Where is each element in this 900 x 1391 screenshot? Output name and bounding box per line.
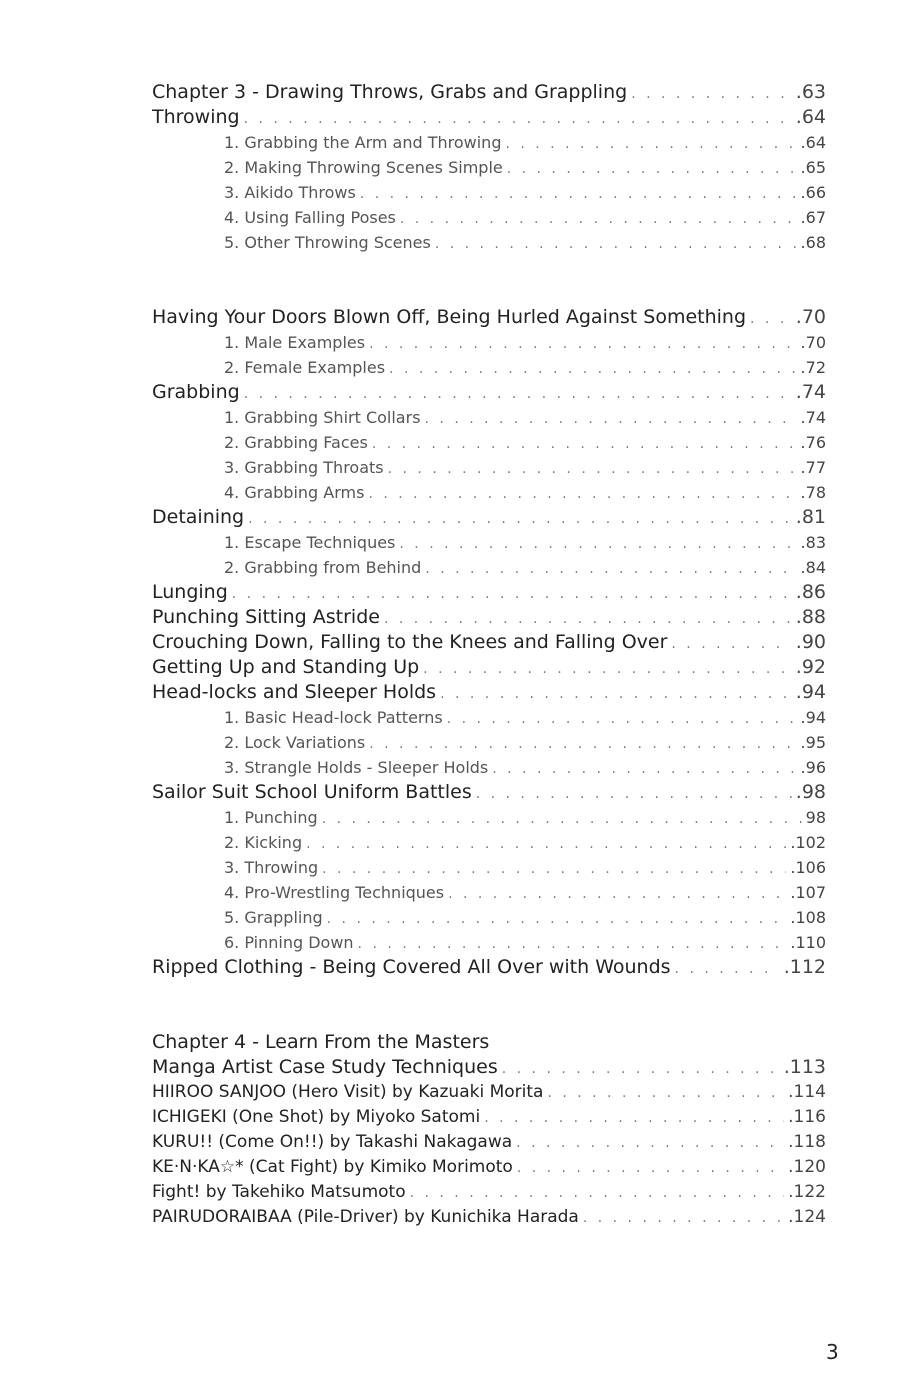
toc-entry-page: .83	[800, 533, 826, 552]
toc-entry-title: 1. Male Examples	[224, 333, 366, 352]
toc-entry[interactable]	[152, 455, 826, 480]
toc-entry-title: KURU!! (Come On!!) by Takashi Nakagawa	[152, 1132, 513, 1152]
dot-leader	[369, 332, 796, 355]
toc-entry-title: 1. Grabbing the Arm and Throwing	[224, 133, 502, 152]
toc-entry-page: .70	[795, 306, 826, 328]
toc-entry-page: .77	[800, 458, 826, 477]
toc-entry[interactable]	[152, 655, 826, 680]
toc-entry[interactable]	[152, 1105, 826, 1130]
toc-entry-page: .120	[788, 1157, 826, 1177]
toc-entry[interactable]	[152, 880, 826, 905]
dot-leader	[232, 582, 792, 605]
toc-entry[interactable]	[152, 230, 826, 255]
toc-entry[interactable]	[152, 205, 826, 230]
toc-entry-title: PAIRUDORAIBAA (Pile-Driver) by Kunichika Harada	[152, 1207, 579, 1227]
toc-entry-title: 2. Kicking	[224, 833, 303, 852]
dot-leader	[244, 107, 792, 130]
toc-entry-title: 2. Making Throwing Scenes Simple	[224, 158, 503, 177]
toc-entry-page: .88	[795, 606, 826, 628]
dot-leader	[306, 832, 786, 855]
toc-entry-page: .108	[790, 908, 826, 927]
toc-entry-page: 98	[805, 808, 826, 827]
toc-entry-title: 4. Pro-Wrestling Techniques	[224, 883, 445, 902]
toc-entry-page: .66	[800, 183, 826, 202]
toc-entry-page: .92	[795, 656, 826, 678]
toc-entry[interactable]	[152, 1205, 826, 1230]
dot-leader	[440, 682, 792, 705]
dot-leader	[484, 1106, 784, 1130]
dot-leader	[389, 357, 797, 380]
toc-section	[152, 1030, 826, 1230]
toc-entry-page: .94	[800, 708, 826, 727]
toc-entry-title: ICHIGEKI (One Shot) by Miyoko Satomi	[152, 1107, 481, 1127]
toc-entry-page: .110	[790, 933, 826, 952]
toc-entry-page: .74	[795, 381, 826, 403]
toc-entry-title: HIIROO SANJOO (Hero Visit) by Kazuaki Morita	[152, 1082, 544, 1102]
toc-entry-title: Manga Artist Case Study Techniques	[152, 1056, 498, 1078]
toc-entry-page: .118	[788, 1132, 826, 1152]
dot-leader	[372, 432, 797, 455]
toc-entry[interactable]	[152, 905, 826, 930]
toc-entry[interactable]	[152, 355, 826, 380]
toc-entry[interactable]	[152, 730, 826, 755]
toc-entry-title: 3. Aikido Throws	[224, 183, 356, 202]
toc-entry-title: 3. Strangle Holds - Sleeper Holds	[224, 758, 489, 777]
dot-leader	[448, 882, 786, 905]
toc-entry-title: Throwing	[152, 106, 240, 128]
dot-leader	[322, 857, 786, 880]
toc-entry[interactable]	[152, 130, 826, 155]
dot-leader	[410, 1181, 785, 1205]
dot-leader	[516, 1131, 784, 1155]
dot-leader	[399, 532, 796, 555]
toc-entry-page: .64	[800, 133, 826, 152]
dot-leader	[244, 382, 792, 405]
dot-leader	[384, 607, 792, 630]
toc-entry[interactable]	[152, 1055, 826, 1080]
page-number: 3	[826, 1340, 839, 1364]
toc-entry-page: .86	[795, 581, 826, 603]
toc-entry-title: Fight! by Takehiko Matsumoto	[152, 1182, 406, 1202]
dot-leader	[400, 207, 797, 230]
dot-leader	[368, 482, 796, 505]
dot-leader	[583, 1206, 784, 1230]
toc-entry-title: 6. Pinning Down	[224, 933, 354, 952]
toc-entry-page: .102	[790, 833, 826, 852]
toc-entry-page: .67	[800, 208, 826, 227]
dot-leader	[425, 407, 797, 430]
dot-leader	[435, 232, 797, 255]
dot-leader	[423, 657, 792, 680]
dot-leader	[631, 82, 792, 105]
toc-entry[interactable]	[152, 305, 826, 330]
dot-leader	[517, 1156, 784, 1180]
toc-entry-page: .124	[788, 1207, 826, 1227]
toc-entry-page: .84	[800, 558, 826, 577]
toc-entry-page: .90	[795, 631, 826, 653]
dot-leader	[492, 757, 796, 780]
toc-entry-title: 2. Lock Variations	[224, 733, 366, 752]
dot-leader	[388, 457, 797, 480]
section-gap	[152, 980, 826, 1030]
toc-entry-title: 1. Grabbing Shirt Collars	[224, 408, 421, 427]
toc-entry-page: .107	[790, 883, 826, 902]
toc-entry-page: .74	[800, 408, 826, 427]
toc-entry-title: 2. Grabbing from Behind	[224, 558, 422, 577]
dot-leader	[322, 807, 802, 830]
toc-entry-page: .72	[800, 358, 826, 377]
dot-leader	[507, 157, 797, 180]
dot-leader	[502, 1057, 780, 1080]
section-gap	[152, 255, 826, 305]
toc-entry[interactable]	[152, 530, 826, 555]
toc-entry[interactable]	[152, 780, 826, 805]
dot-leader	[505, 132, 796, 155]
toc-entry[interactable]	[152, 430, 826, 455]
toc-entry-title: 4. Using Falling Poses	[224, 208, 396, 227]
toc-section	[152, 80, 826, 255]
toc-entry-title: Detaining	[152, 506, 245, 528]
toc-entry[interactable]	[152, 1080, 826, 1105]
dot-leader	[476, 782, 792, 805]
toc-entry-title: Punching Sitting Astride	[152, 606, 380, 628]
toc-entry[interactable]	[152, 755, 826, 780]
toc-entry-title: 5. Grappling	[224, 908, 323, 927]
toc-entry[interactable]	[152, 705, 826, 730]
toc-entry-page: .76	[800, 433, 826, 452]
toc-entry-title: 3. Throwing	[224, 858, 319, 877]
toc-entry[interactable]	[152, 405, 826, 430]
toc-entry-title: 3. Grabbing Throats	[224, 458, 384, 477]
toc-entry[interactable]	[152, 680, 826, 705]
toc-entry[interactable]	[152, 180, 826, 205]
dot-leader	[425, 557, 796, 580]
toc-section	[152, 305, 826, 980]
toc-entry-page: .70	[800, 333, 826, 352]
dot-leader	[369, 732, 796, 755]
dot-leader	[675, 957, 780, 980]
dot-leader	[750, 307, 792, 330]
toc-entry-page: .95	[800, 733, 826, 752]
toc-entry-page: .94	[795, 681, 826, 703]
toc-entry-title: 4. Grabbing Arms	[224, 483, 365, 502]
toc-entry-page: .81	[795, 506, 826, 528]
toc-entry[interactable]	[152, 555, 826, 580]
toc-entry-title: 2. Grabbing Faces	[224, 433, 368, 452]
toc-entry-page: .112	[783, 956, 826, 978]
toc-entry[interactable]	[152, 105, 826, 130]
toc-entry-title: 1. Punching	[224, 808, 318, 827]
toc-entry[interactable]	[152, 1130, 826, 1155]
toc-entry-page: .78	[800, 483, 826, 502]
toc-entry-title: Chapter 4 - Learn From the Masters	[152, 1031, 490, 1053]
toc-entry-title: 5. Other Throwing Scenes	[224, 233, 431, 252]
toc-entry[interactable]	[152, 830, 826, 855]
toc-entry-title: Head-locks and Sleeper Holds	[152, 681, 437, 703]
toc-entry[interactable]	[152, 605, 826, 630]
toc-entry-title: Getting Up and Standing Up	[152, 656, 420, 678]
toc-entry[interactable]	[152, 1180, 826, 1205]
dot-leader	[248, 507, 792, 530]
toc-entry-title: Lunging	[152, 581, 228, 603]
toc-entry[interactable]	[152, 955, 826, 980]
toc-entry[interactable]	[152, 1155, 826, 1180]
toc-entry[interactable]	[152, 155, 826, 180]
toc-entry-title: Having Your Doors Blown Off, Being Hurled Against Something	[152, 306, 747, 328]
toc-entry-title: Sailor Suit School Uniform Battles	[152, 781, 472, 803]
toc-entry-page: .68	[800, 233, 826, 252]
dot-leader	[547, 1081, 784, 1105]
toc-entry-page: .113	[783, 1056, 826, 1078]
toc-entry[interactable]	[152, 630, 826, 655]
toc-entry[interactable]	[152, 930, 826, 955]
toc-entry[interactable]	[152, 1030, 826, 1055]
toc-entry-page: .116	[788, 1107, 826, 1127]
toc-entry[interactable]	[152, 580, 826, 605]
dot-leader	[358, 932, 787, 955]
toc-entry[interactable]	[152, 330, 826, 355]
toc-entry-title: KE·N·KA☆* (Cat Fight) by Kimiko Morimoto	[152, 1157, 513, 1177]
toc-entry-title: 1. Basic Head-lock Patterns	[224, 708, 443, 727]
toc-entry[interactable]	[152, 505, 826, 530]
dot-leader	[360, 182, 797, 205]
toc-entry-page: .98	[795, 781, 826, 803]
toc-entry-title: 1. Escape Techniques	[224, 533, 396, 552]
toc-entry-page: .96	[800, 758, 826, 777]
toc-entry-title: Ripped Clothing - Being Covered All Over with Wounds	[152, 956, 671, 978]
toc-entry-title: 2. Female Examples	[224, 358, 386, 377]
toc-entry-page: .122	[788, 1182, 826, 1202]
toc-entry[interactable]	[152, 480, 826, 505]
toc-entry[interactable]	[152, 380, 826, 405]
toc-entry[interactable]	[152, 805, 826, 830]
dot-leader	[327, 907, 787, 930]
toc-entry-page: .63	[795, 81, 826, 103]
toc-entry-page: .106	[790, 858, 826, 877]
table-of-contents	[152, 80, 826, 1230]
toc-entry-page: .114	[788, 1082, 826, 1102]
dot-leader	[447, 707, 797, 730]
toc-entry[interactable]	[152, 855, 826, 880]
toc-entry-title: Grabbing	[152, 381, 240, 403]
toc-entry-title: Chapter 3 - Drawing Throws, Grabs and Grappling	[152, 81, 628, 103]
toc-entry-page: .65	[800, 158, 826, 177]
toc-entry-page: .64	[795, 106, 826, 128]
toc-entry[interactable]	[152, 80, 826, 105]
dot-leader	[671, 632, 791, 655]
toc-entry-title: Crouching Down, Falling to the Knees and Falling Over	[152, 631, 668, 653]
